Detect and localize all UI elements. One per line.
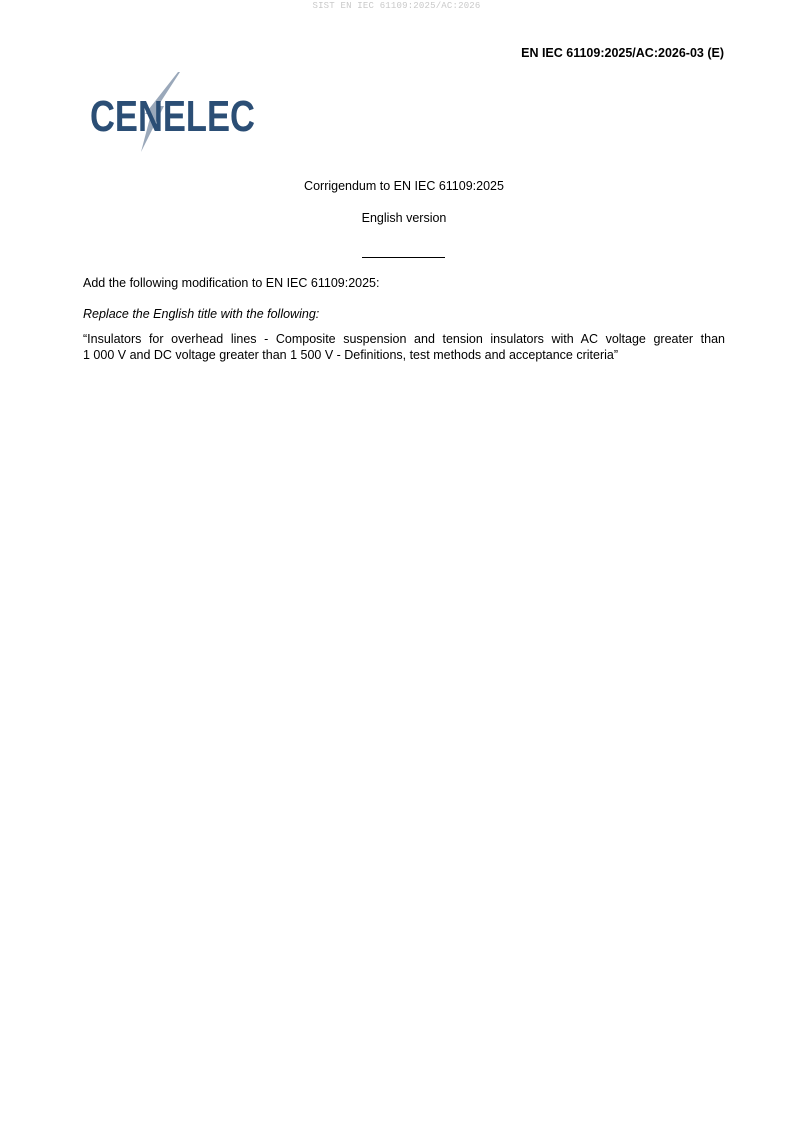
separator-line bbox=[362, 257, 445, 258]
corrigendum-title: Corrigendum to EN IEC 61109:2025 bbox=[304, 179, 504, 193]
cenelec-logo bbox=[88, 70, 263, 155]
modification-intro: Add the following modification to EN IEC 61109:2025: bbox=[83, 276, 380, 290]
document-reference: EN IEC 61109:2025/AC:2026-03 (E) bbox=[521, 46, 724, 60]
svg-text:CENELEC: CENELEC bbox=[90, 92, 255, 141]
replacement-title-line-2: 1 000 V and DC voltage greater than 1 500 V - Definitions, test methods and acceptance criteria” bbox=[83, 348, 619, 362]
replacement-title-line-1: “Insulators for overhead lines - Composite suspension and tension insulators with AC voltage greater than bbox=[83, 332, 725, 346]
modification-instruction: Replace the English title with the following: bbox=[83, 307, 320, 321]
replacement-title bbox=[83, 331, 725, 363]
language-version: English version bbox=[361, 211, 447, 225]
watermark: SIST EN IEC 61109:2025/AC:2026 bbox=[312, 1, 481, 11]
